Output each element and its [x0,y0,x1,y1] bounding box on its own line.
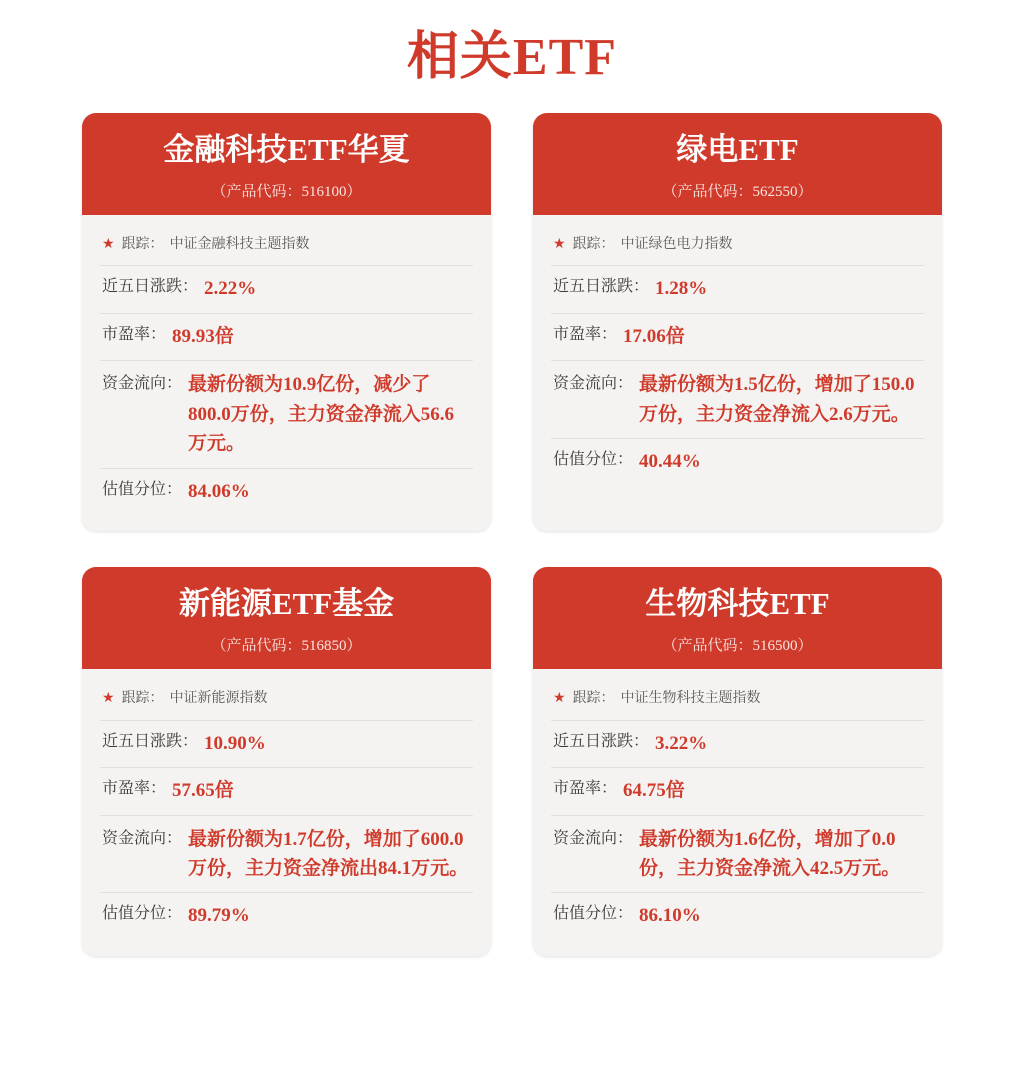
etf-pe-row [100,314,473,362]
etf-track-row [551,683,924,721]
etf-five-day-row [100,721,473,769]
etf-flow-label: 资金流向： [553,375,634,393]
etf-five-day-row [551,721,924,769]
etf-code [543,634,932,655]
etf-code [543,180,932,201]
etf-track-label: 跟踪： [121,690,164,706]
etf-name: 金融科技ETF华夏 [163,132,410,167]
etf-code [92,634,481,655]
etf-pe-label: 市盈率： [102,325,167,343]
etf-track-row [100,683,473,721]
star-icon: ★ [102,236,115,252]
etf-track-value: 中证生物科技主题指数 [620,690,761,706]
etf-track-label: 跟踪： [572,690,615,706]
etf-name: 绿电ETF [676,132,799,167]
etf-code-value: 516500 [752,637,798,654]
etf-code-value: 562550 [752,183,798,200]
etf-five-day-value: 2.22% [204,278,257,300]
etf-card[interactable] [533,567,942,956]
etf-card-header [533,567,942,669]
etf-pe-label: 市盈率： [102,780,167,797]
etf-valuation-label: 估值分位： [553,905,634,923]
star-icon: ★ [553,690,566,706]
etf-code-suffix: ） [797,637,813,654]
etf-card-body [533,215,942,531]
etf-card-body [533,669,942,956]
etf-valuation-row [551,439,924,486]
etf-card-body [82,215,491,531]
etf-name: 生物科技ETF [645,586,830,622]
etf-valuation-value: 84.06% [188,480,250,502]
etf-pe-row [551,314,924,362]
page-title: 相关ETF [406,29,618,86]
etf-name: 新能源ETF基金 [178,586,395,622]
etf-five-day-label: 近五日涨跌： [102,278,199,296]
etf-valuation-row [551,893,924,940]
etf-track-value: 中证金融科技主题指数 [169,236,310,252]
etf-pe-label: 市盈率： [553,780,618,797]
etf-valuation-row [100,469,473,516]
etf-flow-row [551,361,924,439]
etf-pe-value: 89.93倍 [172,325,234,347]
etf-five-day-row [100,266,473,314]
star-icon: ★ [102,690,115,706]
etf-track-label: 跟踪： [121,236,164,252]
etf-valuation-row [100,893,473,940]
etf-valuation-value: 40.44% [639,451,701,473]
etf-pe-value: 57.65倍 [172,780,234,801]
etf-flow-row [551,816,924,894]
etf-code-prefix: （产品代码： [662,637,753,654]
etf-flow-value: 最新份额为1.6亿份，增加了0.0份，主力资金净流入42.5万元。 [639,828,901,879]
etf-flow-label: 资金流向： [553,829,634,847]
etf-valuation-label: 估值分位： [102,480,183,498]
etf-flow-row [100,816,473,894]
etf-code-prefix: （产品代码： [662,183,753,200]
etf-card[interactable] [533,113,942,531]
etf-card-header [82,113,491,215]
etf-valuation-label: 估值分位： [553,451,634,469]
etf-code-suffix: ） [346,183,362,200]
etf-flow-label: 资金流向： [102,375,183,393]
etf-code-value: 516850 [301,637,347,654]
etf-flow-value: 最新份额为10.9亿份，减少了800.0万份，主力资金净流入56.6万元。 [188,374,455,455]
etf-track-row [100,229,473,267]
etf-pe-row [551,768,924,816]
etf-pe-row [100,768,473,816]
etf-code-prefix: （产品代码： [211,183,302,200]
etf-flow-label: 资金流向： [102,829,183,847]
etf-valuation-value: 89.79% [188,905,250,927]
etf-track-value: 中证新能源指数 [169,690,268,706]
etf-valuation-value: 86.10% [639,905,701,927]
etf-flow-value: 最新份额为1.5亿份，增加了150.0万份，主力资金净流入2.6万元。 [639,374,915,425]
etf-track-row [551,229,924,267]
etf-card-header [82,567,491,669]
etf-code-suffix: ） [797,183,813,200]
etf-card-body [82,669,491,956]
etf-valuation-label: 估值分位： [102,905,183,923]
etf-five-day-label: 近五日涨跌： [102,732,199,750]
etf-five-day-value: 1.28% [655,278,708,300]
etf-code-prefix: （产品代码： [211,637,302,654]
etf-pe-value: 17.06倍 [623,325,685,347]
etf-code-suffix: ） [346,637,362,654]
etf-five-day-row [551,266,924,314]
etf-flow-value: 最新份额为1.7亿份，增加了600.0万份，主力资金净流出84.1万元。 [188,828,469,879]
etf-flow-row [100,361,473,468]
etf-card[interactable] [82,113,491,531]
etf-card[interactable] [82,567,491,956]
etf-code-value: 516100 [301,183,347,200]
etf-card-grid [0,95,1024,976]
etf-card-header [533,113,942,215]
etf-five-day-value: 3.22% [655,732,708,754]
etf-track-label: 跟踪： [572,236,615,252]
etf-pe-label: 市盈率： [553,325,618,343]
etf-code [92,180,481,201]
star-icon: ★ [553,236,566,252]
etf-track-value: 中证绿色电力指数 [620,236,733,252]
etf-five-day-label: 近五日涨跌： [553,278,650,296]
etf-pe-value: 64.75倍 [623,780,685,801]
etf-five-day-value: 10.90% [204,732,266,754]
etf-five-day-label: 近五日涨跌： [553,732,650,750]
